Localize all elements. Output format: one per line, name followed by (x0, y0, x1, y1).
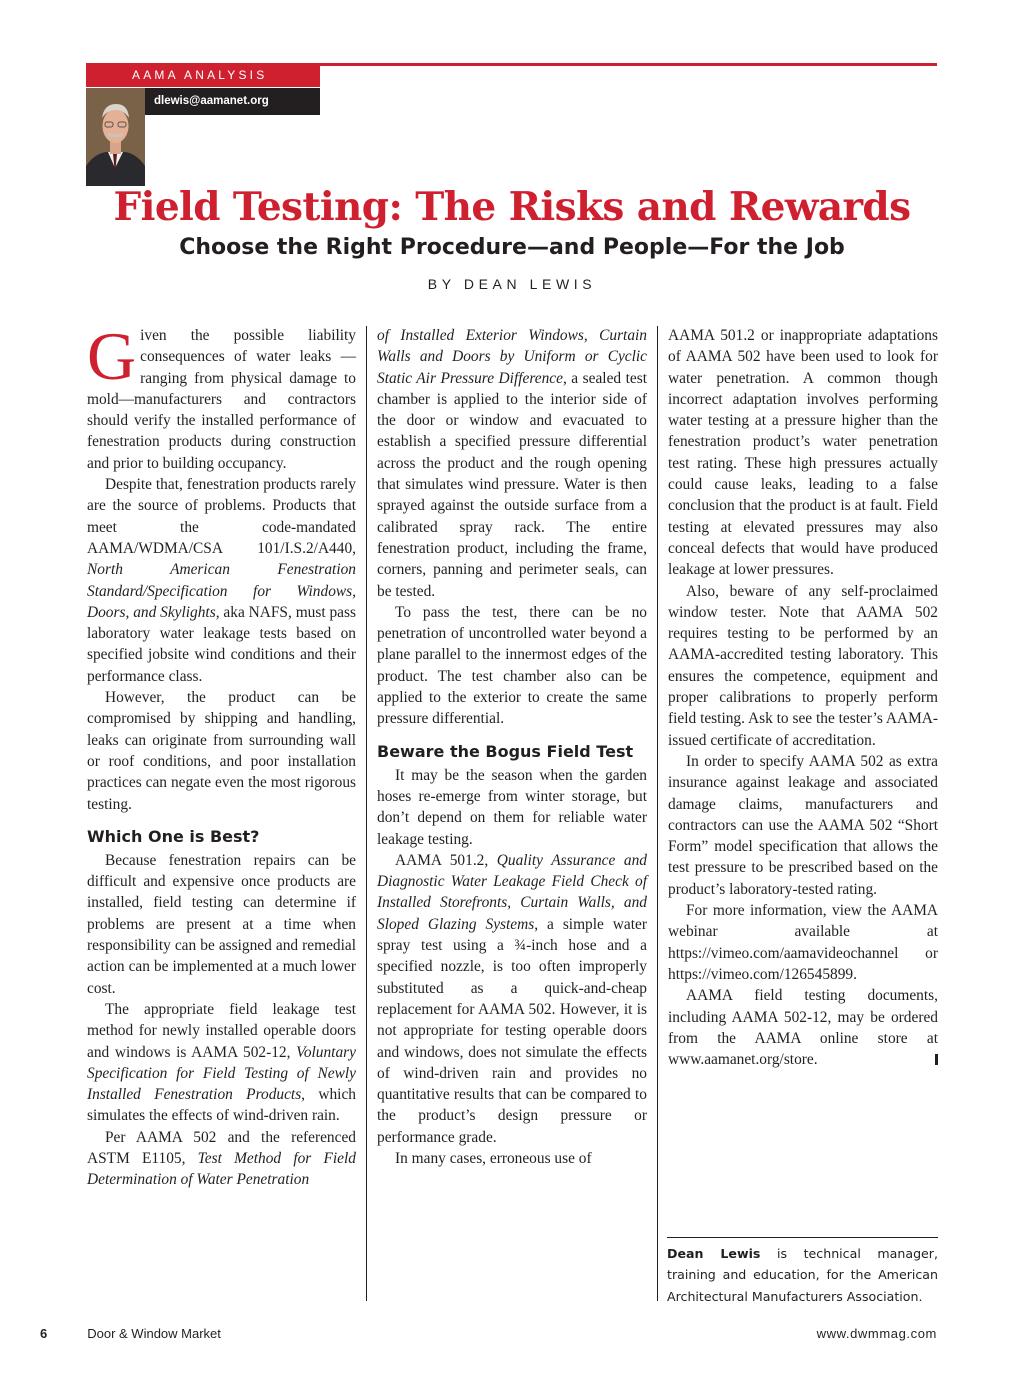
article-title: Field Testing: The Risks and Rewards (113, 184, 911, 230)
paragraph: To pass the test, there can be no penetration of uncontrolled water beyond a plane parallel to the innermost edges of the product. The test chamber also can be applied to the exterior to create the same pressure differential. (377, 603, 647, 728)
paragraph: For more information, view the AAMA webinar available at https://vimeo.com/aamavideochannel or https://vimeo.com/126545899. (668, 902, 938, 983)
paragraph: It may be the season when the garden hoses re-emerge from winter storage, but don’t depend on them for reliable water leakage testing. (377, 766, 647, 848)
paragraph (87, 318, 356, 474)
paragraph (377, 325, 647, 602)
paragraph-text: AAMA 501.2, (395, 851, 489, 869)
paragraph-text: Despite that, fenestration products rarely are the source of problems. Products that meet the code-mandated AAMA/WDMA/CSA 101/I.S.2/A440, (87, 476, 356, 557)
paragraph-text: AAMA field testing documents, including AAMA 502-12, may be ordered from the AAMA online store at www.aamanet.org/store. (668, 987, 938, 1069)
drop-cap: G (87, 318, 137, 394)
footer-left (40, 1326, 221, 1341)
bio-text: is technical manager, training and education, for the American Architectural Manufacturers Association. (667, 1246, 938, 1304)
standard-title: of Installed Exterior Windows, Curtain Walls and Doors by Uniform or Cyclic Static Air Pressure Difference (377, 327, 647, 387)
paragraph-text: , a sealed test chamber is applied to the interior side of the door or window and evacuated to establish a specified pressure differential across the product and the rough opening that simulates wind pressure. Water is then sprayed against the outside surface from a calibrated spray rack. The entire fenestration product, including the frame, corners, panning and perimeter seals, can be tested. (377, 369, 647, 600)
author-bio (667, 1243, 938, 1307)
heading-which-one-is-best: Which One is Best? (87, 826, 260, 846)
section-label: AAMA ANALYSIS (132, 68, 268, 82)
paragraph (377, 850, 647, 1148)
column-3 (668, 325, 938, 1070)
standard-title: Quality Assurance and Diagnostic Water Leakage Field Check of Installed Storefronts, Curtain Walls, and Sloped Glazing Systems (377, 851, 647, 933)
paragraph: However, the product can be compromised by shipping and handling, leaks can originate from surrounding wall or roof conditions, and poor installation practices can negate even the most rigorous testing. (87, 689, 356, 813)
paragraph: In many cases, erroneous use of (395, 1149, 592, 1167)
bio-name: Dean Lewis (667, 1246, 761, 1261)
column-2 (377, 325, 647, 1169)
header-rule (320, 63, 937, 66)
page-number: 6 (40, 1326, 48, 1341)
article-subtitle: Choose the Right Procedure—and People—For the Job (179, 235, 845, 260)
standard-title: Test Method for Field Determination of Water Penetration (87, 1149, 356, 1189)
column-1 (87, 318, 356, 1191)
paragraph-text: Per AAMA 502 and the referenced ASTM E1105, (87, 1128, 356, 1167)
paragraph-text: which simulates the effects of wind-driven rain. (87, 1086, 356, 1125)
bio-rule (667, 1237, 938, 1238)
author-photo (86, 88, 145, 186)
end-mark-icon (935, 1054, 938, 1065)
paragraph (87, 999, 356, 1127)
paragraph: Also, beware of any self-proclaimed window tester. Note that AAMA 502 requires testing to be performed by an AAMA-accredited testing laboratory. This ensures the competence, equipment and proper calibrations to properly perform field testing. Ask to see the tester’s AAMA-issued certificate of accreditation. (668, 582, 938, 749)
paragraph (668, 985, 938, 1070)
paragraph: In order to specify AAMA 502 as extra insurance against leakage and associated damage claims, manufacturers and contractors can use the AAMA 502 “Short Form” model specification that allows the test pressure to be prescribed based on the product’s laboratory-tested rating. (668, 752, 938, 898)
portrait-illustration (86, 88, 145, 186)
author-email: dlewis@aamanet.org (154, 95, 269, 107)
column-rule-2 (657, 326, 658, 1301)
publication-name: Door & Window Market (87, 1326, 221, 1341)
paragraph (87, 474, 356, 687)
paragraph-text: iven the possible liability consequences of water leaks —ranging from physical damage to mold—manufacturers and contractors should verify the installed performance of fenestration products during construction and prior to building occupancy. (87, 327, 356, 472)
paragraph-text: , a simple water spray test using a ¾-inch hose and a specified nozzle, is too often improperly substituted as a quick-and-cheap replacement for AAMA 502. However, it is not appropriate for testing operable doors and windows, does not simulate the effects of wind-driven rain and provides no quantitative results that can be compared to the product’s design pressure or performance grade. (377, 915, 647, 1146)
paragraph: Because fenestration repairs can be difficult and expensive once products are installed, field testing can determine if problems are present at a time when responsibility can be assigned and remedial action can be implemented at a much lower cost. (87, 851, 356, 997)
paragraph: AAMA 501.2 or inappropriate adaptations of AAMA 502 have been used to look for water penetration. A common though incorrect adaptation involves performing water testing at a pressure higher than the fenestration product’s water penetration test rating. These high pressures actually could cause leaks, leading to a false conclusion that the product is at fault. Field testing at elevated pressures may also conceal defects that would have produced leakage at lower pressures. (668, 327, 938, 579)
byline: BY DEAN LEWIS (427, 276, 597, 292)
paragraph-text: The appropriate field leakage test method for newly installed operable doors and windows is AAMA 502-12, (87, 1000, 356, 1061)
paragraph (87, 1127, 356, 1191)
standard-title: North American Fenestration Standard/Specification for Windows, Doors, and Skylights, (87, 561, 356, 621)
standard-title: Voluntary Specification for Field Testing of Newly Installed Fenestration Products, (87, 1043, 356, 1104)
heading-beware-bogus-field-test: Beware the Bogus Field Test (377, 741, 634, 761)
paragraph-text: aka NAFS, must pass laboratory water leakage tests based on specified jobsite wind conditions and their performance class. (87, 603, 356, 685)
column-rule-1 (366, 326, 367, 1301)
footer-url: www.dwmmag.com (816, 1326, 937, 1341)
